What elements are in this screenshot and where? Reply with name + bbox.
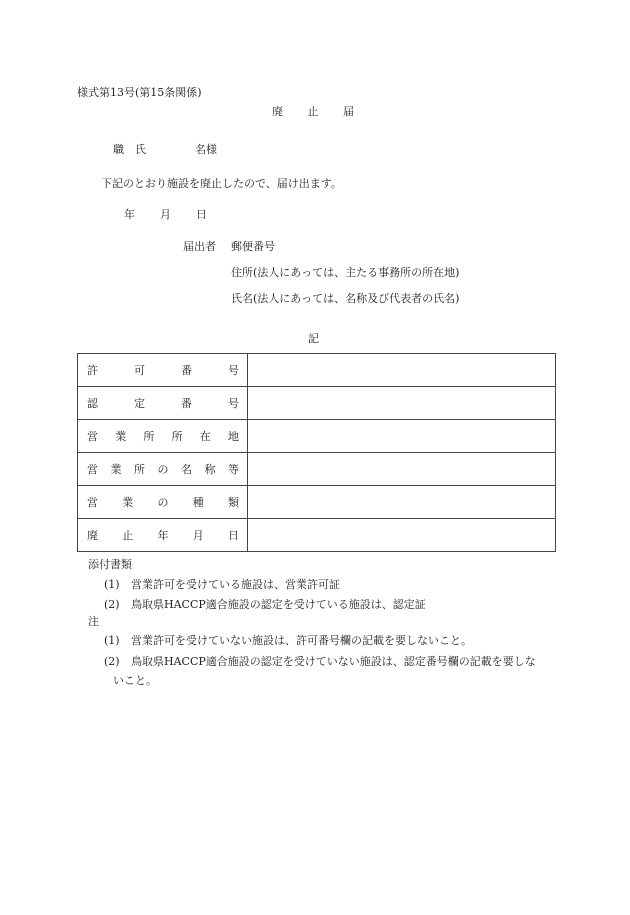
label-char: 廃 [87,529,98,542]
business-type-value[interactable] [248,486,556,519]
intro-text: 下記のとおり施設を廃止したので、届け出ます。 [101,177,342,190]
label-char: 年 [157,529,169,542]
notes-heading: 注 [88,615,99,628]
attachments-heading: 添付書類 [88,558,132,571]
label-char: 所 [171,430,183,443]
table-row [78,420,556,453]
note-text-continuation: いこと。 [113,674,157,687]
label-char: 日 [228,529,239,542]
date-month: 月 [160,208,171,221]
table-row [78,519,556,552]
table-row [78,453,556,486]
row-label-business-location [78,420,248,453]
name-label: 氏名(法人にあっては、名称及び代表者の氏名) [231,292,460,305]
document-title [272,105,354,119]
label-char: の [157,463,169,476]
label-char: 月 [192,529,204,542]
postal-code-label: 郵便番号 [231,240,275,253]
label-char: 種 [192,496,204,509]
label-char: 認 [87,397,98,410]
label-char: 営 [87,496,98,509]
label-char: 地 [227,430,239,443]
label-char: 止 [122,529,134,542]
label-char: 所 [134,463,145,476]
label-char: 営 [87,430,98,443]
label-char: 等 [228,463,239,476]
label-char: 定 [134,397,145,410]
title-char: 廃 [272,105,283,118]
row-label-business-type [78,486,248,519]
notifier-label: 届出者 [183,240,216,253]
business-location-value[interactable] [248,420,556,453]
label-char: 号 [228,364,239,377]
label-char: 許 [87,364,98,377]
date-line [124,208,207,222]
note-number: (2) [104,655,120,668]
title-char: 止 [307,105,319,118]
label-char: 業 [122,496,134,509]
note-text: 営業許可を受けていない施設は、許可番号欄の記載を要しないこと。 [131,634,472,647]
label-char: 可 [134,364,145,377]
label-char: 称 [204,463,216,476]
row-label-certification-number [78,387,248,420]
label-char: 営 [87,463,98,476]
row-label-business-name [78,453,248,486]
attachment-number: (2) [104,598,120,611]
note-text: 鳥取県HACCP適合施設の認定を受けていない施設は、認定番号欄の記載を要しな [131,655,536,668]
label-char: 在 [199,430,211,443]
title-char: 届 [343,105,354,118]
label-char: 類 [228,496,239,509]
attachment-text: 営業許可を受けている施設は、営業許可証 [131,578,340,591]
label-char: 番 [181,397,192,410]
label-char: 業 [110,463,122,476]
permit-number-value[interactable] [248,354,556,387]
certification-number-value[interactable] [248,387,556,420]
attachment-text: 鳥取県HACCP適合施設の認定を受けている施設は、認定証 [131,598,426,611]
attachment-number: (1) [104,578,120,591]
addressee-title: 職 氏 [113,143,146,156]
date-year: 年 [124,208,135,221]
address-label: 住所(法人にあっては、主たる事務所の所在地) [231,266,460,279]
form-number: 様式第13号(第15条関係) [77,86,202,99]
date-day: 日 [196,208,207,221]
ki-heading: 記 [308,332,319,345]
label-char: 業 [115,430,127,443]
details-table [77,353,556,552]
label-char: 号 [228,397,239,410]
addressee-suffix: 名様 [195,143,217,156]
business-name-value[interactable] [248,453,556,486]
table-row [78,486,556,519]
label-char: 番 [181,364,192,377]
table-row [78,354,556,387]
label-char: の [157,496,169,509]
table-row [78,387,556,420]
abolition-date-value[interactable] [248,519,556,552]
row-label-abolition-date [78,519,248,552]
label-char: 名 [181,463,192,476]
row-label-permit-number [78,354,248,387]
label-char: 所 [143,430,155,443]
note-number: (1) [104,634,120,647]
